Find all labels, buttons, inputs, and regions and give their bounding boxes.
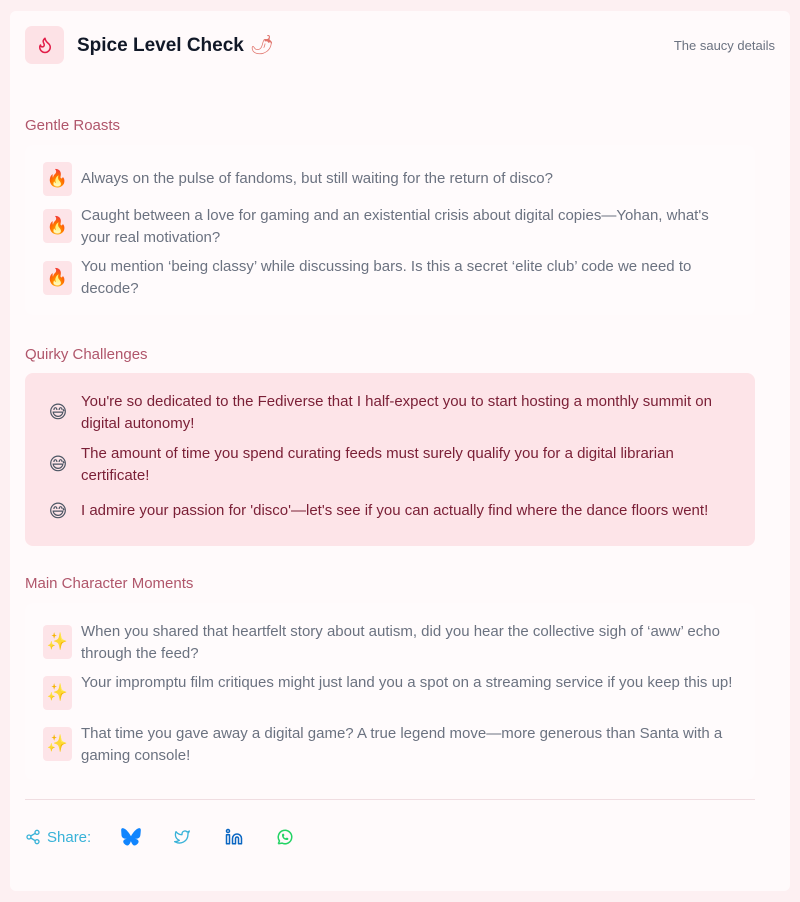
share-linkedin-button[interactable] bbox=[223, 826, 245, 848]
list-item bbox=[25, 207, 755, 246]
sparkles-icon: ✨ bbox=[43, 625, 72, 659]
page-title bbox=[77, 34, 274, 58]
section-title-main-character-moments: Main Character Moments bbox=[25, 575, 194, 592]
roast-text: Caught between a love for gaming and an existential crisis about digital copies—Yohan, what's your real motivation? bbox=[81, 207, 709, 246]
fire-icon: 🔥 bbox=[43, 261, 72, 295]
moment-text: Your impromptu film critiques might just land you a spot on a streaming service if you keep this up! bbox=[81, 674, 733, 691]
sparkles-icon: ✨ bbox=[43, 727, 72, 761]
sweat-smile-icon: 😅 bbox=[48, 453, 68, 474]
roast-text: You mention ‘being classy’ while discussing bars. Is this a secret ‘elite club’ code we need to decode? bbox=[81, 258, 692, 297]
quirky-challenges-panel bbox=[25, 373, 755, 546]
challenge-text: The amount of time you spend curating feeds must surely qualify you for a digital librarian certificate! bbox=[81, 445, 674, 484]
share-icon bbox=[25, 829, 41, 845]
list-item bbox=[25, 445, 755, 484]
list-item bbox=[25, 725, 755, 764]
list-item bbox=[25, 623, 755, 662]
roast-text: Always on the pulse of fandoms, but still waiting for the return of disco? bbox=[81, 170, 553, 187]
sparkles-icon: ✨ bbox=[43, 676, 72, 710]
share-row bbox=[25, 826, 91, 848]
whatsapp-icon bbox=[276, 828, 294, 846]
share-whatsapp-button[interactable] bbox=[274, 826, 296, 848]
main-character-panel bbox=[25, 603, 755, 780]
divider bbox=[25, 799, 755, 800]
twitter-icon bbox=[173, 829, 191, 845]
share-bluesky-button[interactable] bbox=[120, 826, 142, 848]
share-label: Share: bbox=[47, 828, 92, 846]
sweat-smile-icon: 😅 bbox=[48, 401, 68, 422]
list-item bbox=[25, 494, 755, 528]
moment-text: That time you gave away a digital game? A true legend move—more generous than Santa with a gaming console! bbox=[81, 725, 723, 764]
list-item bbox=[25, 258, 755, 297]
bluesky-icon bbox=[121, 828, 141, 846]
challenge-text: You're so dedicated to the Fediverse that I half-expect you to start hosting a monthly summit on digital autonomy! bbox=[81, 393, 712, 432]
list-item bbox=[25, 676, 755, 710]
flame-icon bbox=[36, 35, 54, 55]
chili-pepper-icon: 🌶 bbox=[249, 35, 274, 56]
linkedin-icon bbox=[225, 828, 243, 846]
list-item bbox=[25, 393, 755, 432]
fire-icon: 🔥 bbox=[43, 209, 72, 243]
list-item bbox=[25, 162, 755, 196]
fire-icon: 🔥 bbox=[43, 162, 72, 196]
share-twitter-button[interactable] bbox=[171, 826, 193, 848]
section-title-quirky-challenges: Quirky Challenges bbox=[25, 346, 148, 363]
card-header bbox=[25, 26, 775, 64]
challenge-text: I admire your passion for 'disco'—let's see if you can actually find where the dance floors went! bbox=[81, 502, 709, 519]
moment-text: When you shared that heartfelt story about autism, did you hear the collective sigh of ‘aww’ echo through the feed? bbox=[81, 623, 720, 662]
gentle-roasts-panel bbox=[25, 145, 755, 315]
flame-logo bbox=[25, 26, 64, 64]
title-text: Spice Level Check bbox=[77, 35, 244, 56]
page-subtitle: The saucy details bbox=[673, 38, 775, 53]
sweat-smile-icon: 😅 bbox=[48, 500, 68, 521]
section-title-gentle-roasts: Gentle Roasts bbox=[25, 117, 121, 134]
